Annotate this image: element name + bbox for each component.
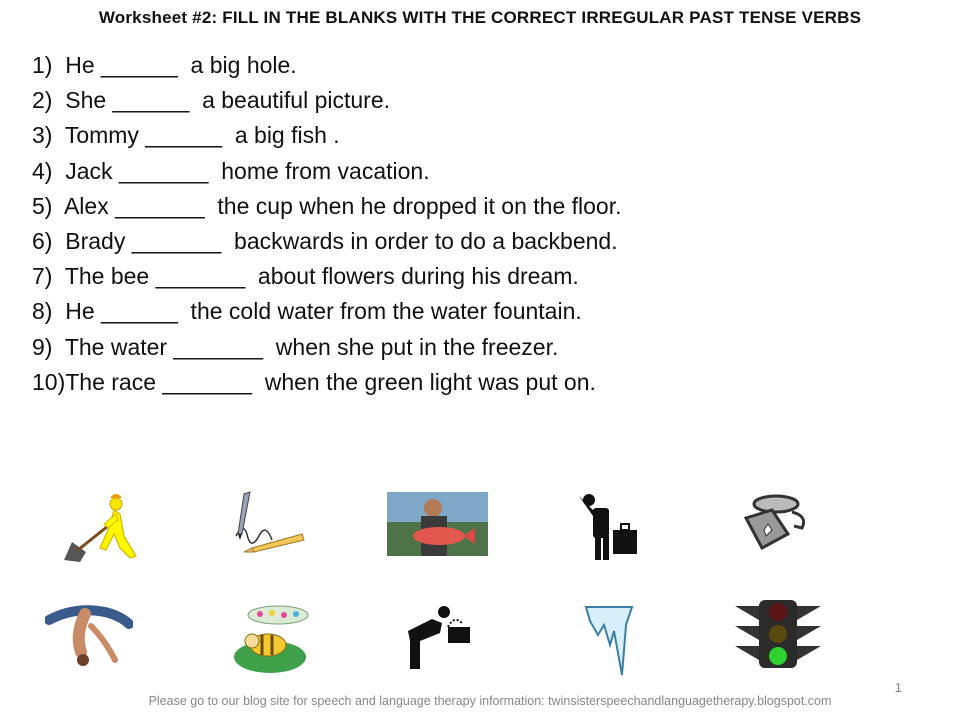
- broken-cup-icon: [742, 490, 814, 552]
- digging-man-icon: [60, 490, 145, 565]
- fish-catch-photo: [387, 492, 488, 556]
- sentence-5: 5) Alex _______ the cup when he dropped it on the floor.: [32, 192, 622, 219]
- sentence-4: 4) Jack _______ home from vacation.: [32, 157, 430, 184]
- sentence-10: 10)The race _______ when the green light was put on.: [32, 368, 596, 395]
- sentence-1: 1) He ______ a big hole.: [32, 52, 297, 78]
- sentence-6: 6) Brady _______ backwards in order to do a backbend.: [32, 228, 618, 255]
- traveler-luggage-icon: [575, 490, 640, 562]
- dreaming-bee-icon: [230, 605, 312, 675]
- sentence-7: 7) The bee _______ about flowers during his dream.: [32, 263, 579, 290]
- sentence-8: 8) He ______ the cold water from the water fountain.: [32, 298, 582, 325]
- sentence-9: 9) The water _______ when she put in the freezer.: [32, 333, 559, 360]
- footer-blog-note: Please go to our blog site for speech and language therapy information: twinsisterspeechandlanguagetherapy.blogspot.com: [148, 694, 832, 708]
- sentence-2: 2) She ______ a beautiful picture.: [32, 87, 391, 114]
- sentence-3: 3) Tommy ______ a big fish .: [32, 122, 340, 149]
- icicle-icon: [584, 605, 634, 679]
- traffic-light-icon: [733, 598, 823, 670]
- page-number: 1: [894, 680, 902, 695]
- worksheet-title: Worksheet #2: FILL IN THE BLANKS WITH THE CORRECT IRREGULAR PAST TENSE VERBS: [98, 8, 862, 27]
- drinking-fountain-icon: [404, 605, 472, 671]
- pen-pencil-drawing-icon: [230, 490, 310, 555]
- backbend-photo: [45, 604, 133, 669]
- sentence-list: [32, 48, 912, 400]
